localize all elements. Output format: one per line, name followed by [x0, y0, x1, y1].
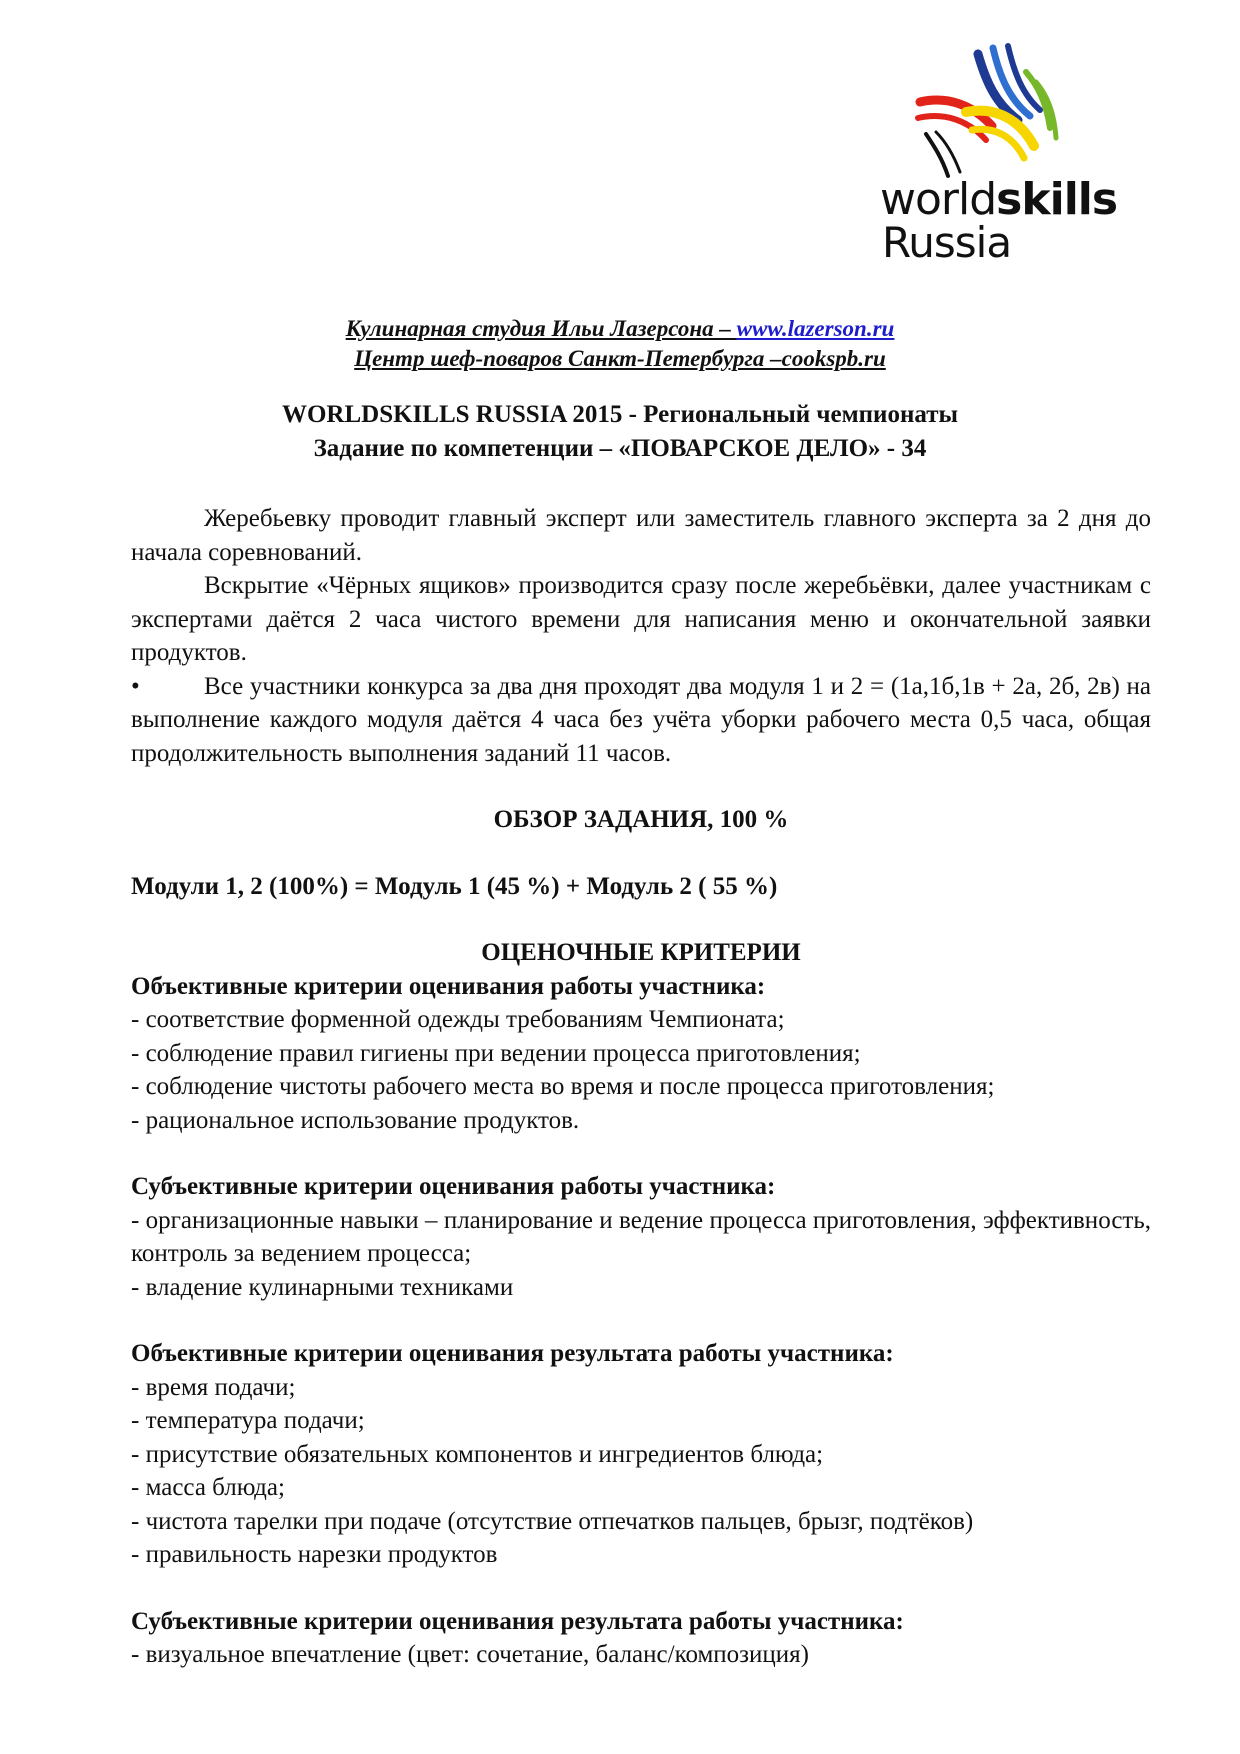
logo-word-skills: skills: [996, 174, 1118, 225]
criteria-item: - соблюдение чистоты рабочего места во время и после процесса приготовления;: [131, 1073, 995, 1100]
document-title: [0, 398, 1240, 466]
criteria-heading: ОЦЕНОЧНЫЕ КРИТЕРИИ: [481, 939, 801, 966]
worldskills-russia-logo: [868, 42, 1128, 272]
criteria-item: - визуальное впечатление (цвет: сочетание, баланс/композиция): [131, 1641, 810, 1668]
studio-link[interactable]: www.lazerson.ru: [736, 316, 895, 341]
criteria-group-title: Объективные критерии оценивания результата работы участника:: [131, 1340, 894, 1367]
logo-word-russia: Russia: [882, 218, 1012, 267]
title-line-2: Задание по компетенции – «ПОВАРСКОЕ ДЕЛО» - 34: [313, 435, 927, 462]
criteria-item: - температура подачи;: [131, 1407, 365, 1434]
studio-text: Кулинарная студия Ильи Лазерсона –: [345, 316, 737, 341]
modules-formula: Модули 1, 2 (100%) = Модуль 1 (45 %) + Модуль 2 ( 55 %): [131, 872, 778, 900]
intro-bullet-paragraph: [131, 670, 1151, 771]
criteria-group-title: Субъективные критерии оценивания работы участника:: [131, 1173, 776, 1200]
criteria-group: [131, 1337, 1151, 1572]
overview-heading: ОБЗОР ЗАДАНИЯ, 100 %: [493, 806, 789, 833]
criteria-item: - правильность нарезки продуктов: [131, 1541, 498, 1568]
title-line-1: WORLDSKILLS RUSSIA 2015 - Региональный чемпионаты: [281, 401, 959, 428]
criteria-item: - рациональное использование продуктов.: [131, 1106, 580, 1134]
criteria-item: - чистота тарелки при подаче (отсутствие отпечатков пальцев, брызг, подтёков): [131, 1507, 974, 1535]
center-line: Центр шеф-поваров Санкт-Петербурга –cookspb.ru: [354, 346, 886, 371]
document-body: [131, 502, 1151, 1672]
criteria-group-title: Субъективные критерии оценивания результата работы участника:: [131, 1607, 904, 1635]
criteria-group: [131, 970, 1151, 1138]
criteria-item: - масса блюда;: [131, 1474, 285, 1501]
criteria-item: - присутствие обязательных компонентов и ингредиентов блюда;: [131, 1440, 824, 1468]
logo-wordmark: [880, 174, 1118, 225]
criteria-group: [131, 1170, 1151, 1304]
intro-paragraph-2: Вскрытие «Чёрных ящиков» производится сразу после жеребьёвки, далее участникам с экспертами даётся 2 часа чистого времени для написания меню и окончательной заявки продуктов.: [131, 572, 1151, 666]
criteria-item: - время подачи;: [131, 1373, 296, 1401]
criteria-item: - соответствие форменной одежды требованиям Чемпионата;: [131, 1006, 785, 1033]
criteria-group: [131, 1605, 1151, 1672]
header-links: [0, 314, 1240, 374]
intro-paragraph-3: Все участники конкурса за два дня проходят два модуля 1 и 2 = (1а,1б,1в + 2а, 2б, 2в) на выполнение каждого модуля даётся 4 часа без учёта уборки рабочего места 0,5 часа, общая продолжительность выполнения заданий 11 часов.: [131, 672, 1151, 767]
bullet-icon: •: [131, 672, 140, 700]
criteria-item: - соблюдение правил гигиены при ведении процесса приготовления;: [131, 1039, 861, 1067]
criteria-group-title: Объективные критерии оценивания работы участника:: [131, 972, 766, 1000]
intro-paragraph-1: Жеребьевку проводит главный эксперт или заместитель главного эксперта за 2 дня до начала соревнований.: [131, 505, 1151, 566]
criteria-item: - владение кулинарными техниками: [131, 1273, 514, 1301]
logo-word-world: world: [880, 174, 997, 225]
studio-line: [0, 314, 1240, 344]
criteria-item: - организационные навыки – планирование и ведение процесса приготовления, эффективность, контроль за ведением процесса;: [131, 1206, 1151, 1267]
